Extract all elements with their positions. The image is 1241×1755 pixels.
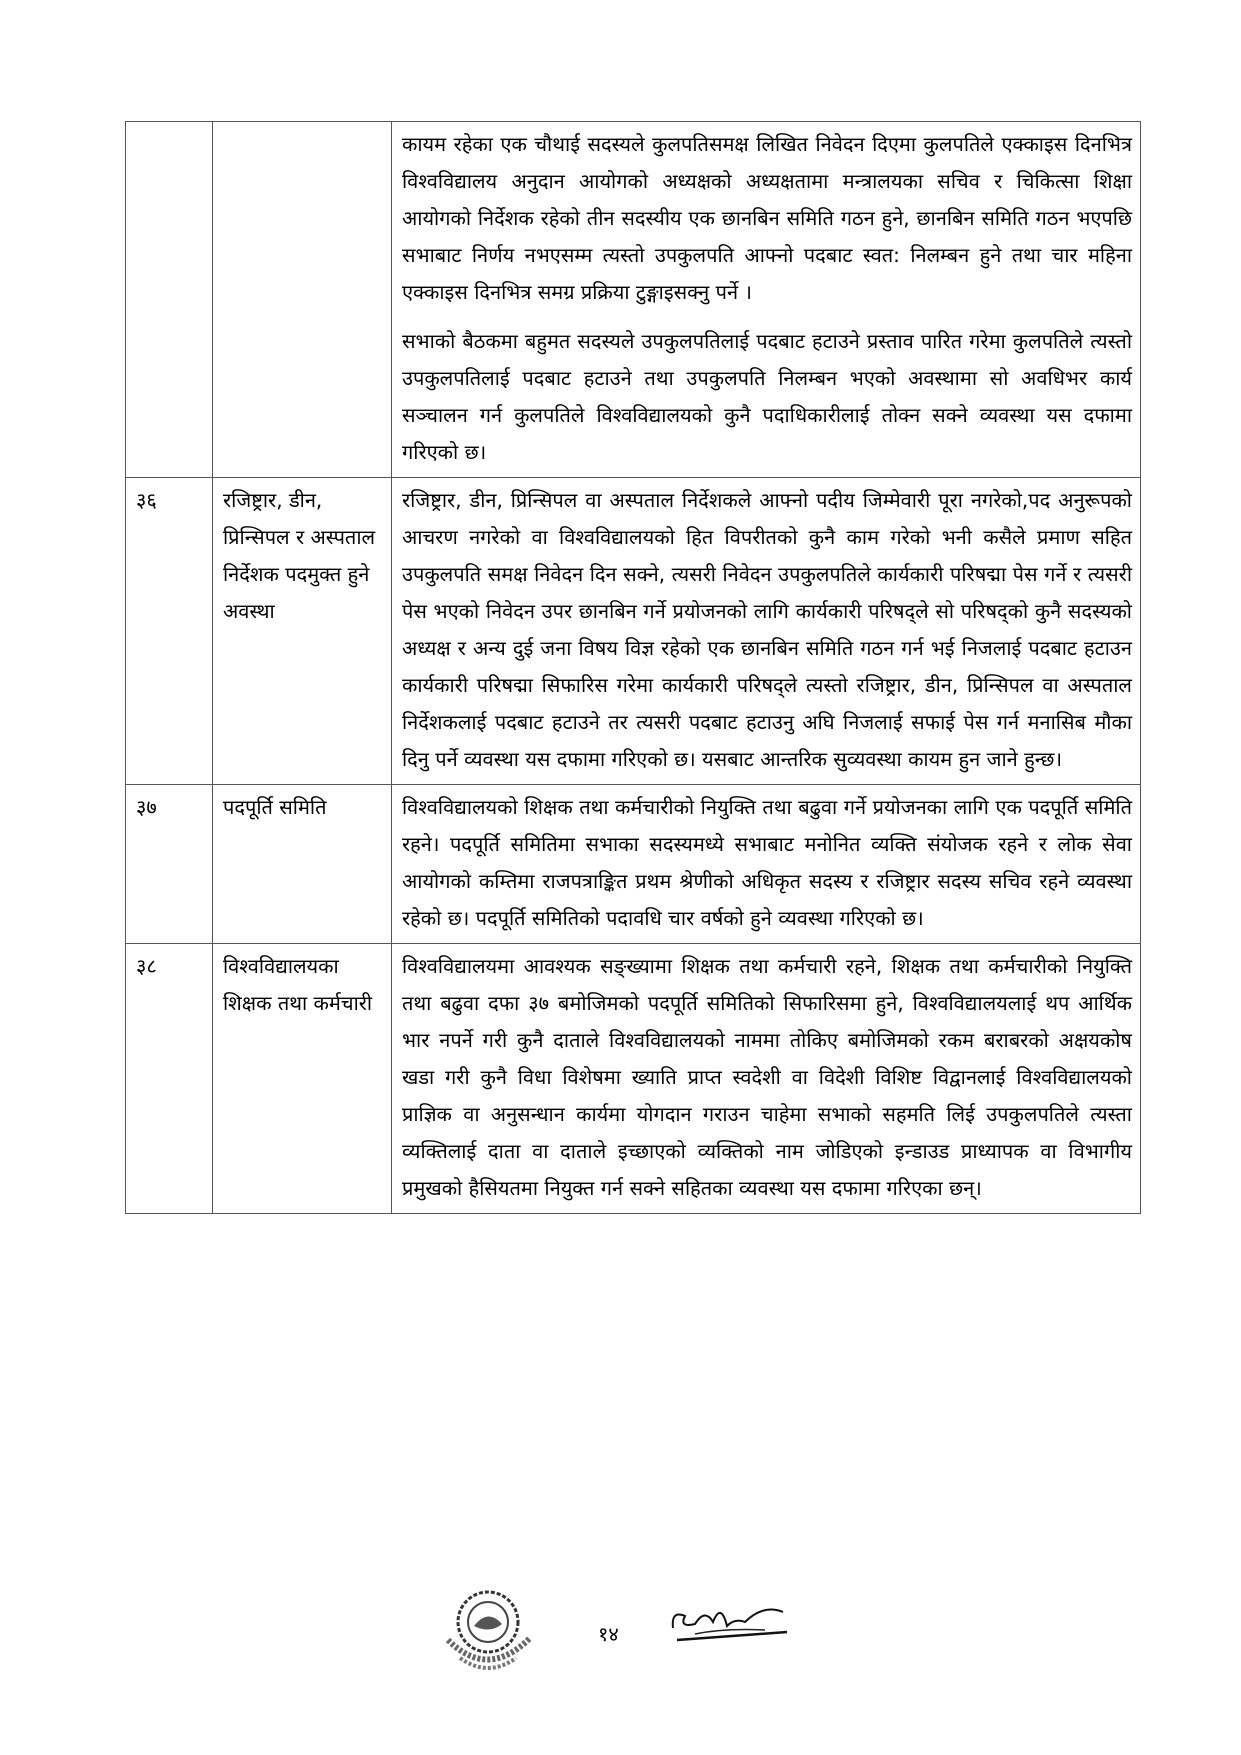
section-title: रजिष्ट्रार, डीन, प्रिन्सिपल र अस्पताल निर्देशक पदमुक्त हुने अवस्था [213, 478, 392, 785]
paragraph: रजिष्ट्रार, डीन, प्रिन्सिपल वा अस्पताल निर्देशकले आफ्नो पदीय जिम्मेवारी पूरा नगरेको,पद अनुरूपको आचरण नगरेको वा विश्वविद्यालयको हित विपरीतको कुनै काम गरेको भनी कसैले प्रमाण सहित उपकुलपति समक्ष निवेदन दिन सक्ने, त्यसरी निवेदन उपकुलपतिले कार्यकारी परिषद्मा पेस गर्ने र त्यसरी पेस भएको निवेदन उपर छानबिन गर्ने प्रयोजनको लागि कार्यकारी परिषद्ले सो परिषद्को कुनै सदस्यको अध्यक्ष र अन्य दुई जना विषय विज्ञ रहेको एक छानबिन समिति गठन गर्न भई निजलाई पदबाट हटाउन कार्यकारी परिषद्मा सिफारिस गरेमा कार्यकारी परिषद्ले त्यस्तो रजिष्ट्रार, डीन, प्रिन्सिपल वा अस्पताल निर्देशकलाई पदबाट हटाउने तर त्यसरी पदबाट हटाउनु अघि निजलाई सफाई पेस गर्न मनासिब मौका दिनु पर्ने व्यवस्था यस दफामा गरिएको छ। यसबाट आन्तरिक सुव्यवस्था कायम हुन जाने हुन्छ। [402, 488, 1132, 771]
signature-icon [665, 1598, 795, 1648]
page-number: १४ [598, 1622, 619, 1646]
page-footer [0, 1580, 1241, 1690]
table-row [126, 122, 1141, 478]
section-title: पदपूर्ति समिति [213, 785, 392, 944]
section-title [213, 122, 392, 478]
table-row [126, 785, 1141, 944]
official-seal-icon [438, 1580, 538, 1680]
section-body [392, 785, 1141, 944]
section-number [126, 122, 213, 478]
section-title: विश्वविद्यालयका शिक्षक तथा कर्मचारी [213, 944, 392, 1214]
provisions-table [125, 121, 1141, 1214]
table-row [126, 944, 1141, 1214]
section-body [392, 122, 1141, 478]
paragraph: विश्वविद्यालयमा आवश्यक सङ्ख्यामा शिक्षक तथा कर्मचारी रहने, शिक्षक तथा कर्मचारीको नियुक्ति तथा बढुवा दफा ३७ बमोजिमको पदपूर्ति समितिको सिफारिसमा हुने, विश्वविद्यालयलाई थप आर्थिक भार नपर्ने गरी कुनै दाताले विश्वविद्यालयको नाममा तोकिए बमोजिमको रकम बराबरको अक्षयकोष खडा गरी कुनै विधा विशेषमा ख्याति प्राप्त स्वदेशी वा विदेशी विशिष्ट विद्वानलाई विश्वविद्यालयको प्राज्ञिक वा अनुसन्धान कार्यमा योगदान गराउन चाहेमा सभाको सहमति लिई उपकुलपतिले त्यस्ता व्यक्तिलाई दाता वा दाताले इच्छाएको व्यक्तिको नाम जोडिएको इन्डाउड प्राध्यापक वा विभागीय प्रमुखको हैसियतमा नियुक्त गर्न सक्ने सहितका व्यवस्था यस दफामा गरिएका छन्। [402, 954, 1132, 1200]
section-number: ३८ [126, 944, 213, 1214]
section-body [392, 944, 1141, 1214]
section-number: ३७ [126, 785, 213, 944]
paragraph: कायम रहेका एक चौथाई सदस्यले कुलपतिसमक्ष लिखित निवेदन दिएमा कुलपतिले एक्काइस दिनभित्र विश्वविद्यालय अनुदान आयोगको अध्यक्षको अध्यक्षतामा मन्त्रालयका सचिव र चिकित्सा शिक्षा आयोगको निर्देशक रहेको तीन सदस्यीय एक छानबिन समिति गठन हुने, छानबिन समिति गठन भएपछि सभाबाट निर्णय नभएसम्म त्यस्तो उपकुलपति आफ्नो पदबाट स्वत: निलम्बन हुने तथा चार महिना एक्काइस दिनभित्र समग्र प्रक्रिया टुङ्गाइसक्नु पर्ने । [402, 132, 1132, 304]
paragraph: विश्वविद्यालयको शिक्षक तथा कर्मचारीको नियुक्ति तथा बढुवा गर्ने प्रयोजनका लागि एक पदपूर्ति समिति रहने। पदपूर्ति समितिमा सभाका सदस्यमध्ये सभाबाट मनोनित व्यक्ति संयोजक रहने र लोक सेवा आयोगको कम्तिमा राजपत्राङ्कित प्रथम श्रेणीको अधिकृत सदस्य र रजिष्ट्रार सदस्य सचिव रहने व्यवस्था रहेको छ। पदपूर्ति समितिको पदावधि चार वर्षको हुने व्यवस्था गरिएको छ। [402, 795, 1132, 930]
section-body [392, 478, 1141, 785]
table-row [126, 478, 1141, 785]
section-number: ३६ [126, 478, 213, 785]
paragraph: सभाको बैठकमा बहुमत सदस्यले उपकुलपतिलाई पदबाट हटाउने प्रस्ताव पारित गरेमा कुलपतिले त्यस्तो उपकुलपतिलाई पदबाट हटाउने तथा उपकुलपति निलम्बन भएको अवस्थामा सो अवधिभर कार्य सञ्चालन गर्न कुलपतिले विश्वविद्यालयको कुनै पदाधिकारीलाई तोक्न सक्ने व्यवस्था यस दफामा गरिएको छ। [402, 329, 1132, 464]
